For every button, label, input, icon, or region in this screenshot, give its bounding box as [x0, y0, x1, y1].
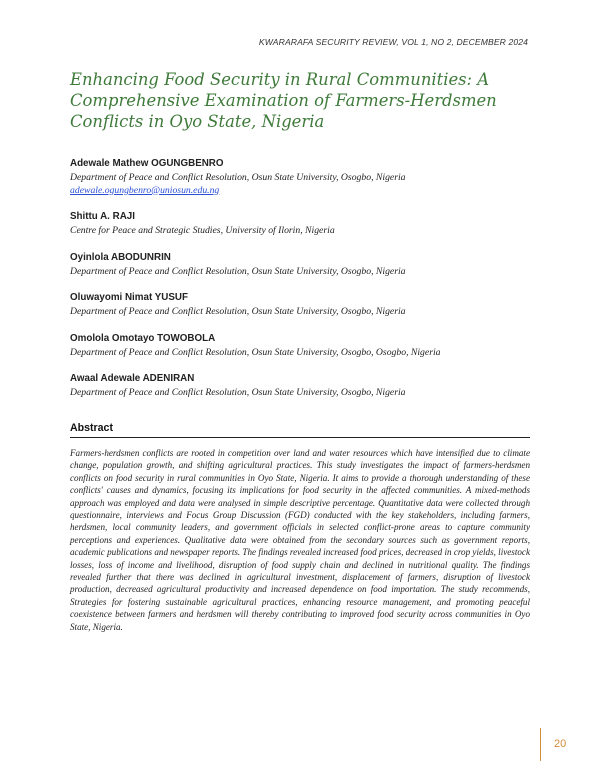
author-affiliation: Department of Peace and Conflict Resolution, Osun State University, Osogbo, Nigeria	[70, 172, 406, 183]
abstract-text: Farmers-herdsmen conflicts are rooted in competition over land and water resources which have intensified due to climate change, population growth, and shifting agricultural practices. This study investigates the impact of farmers-herdsmen conflicts on food security in rural communities in Oyo State, Nigeria. It aims to provide a thorough understanding of these conflicts' causes and dynamics, focusing its implications for food security in the affected communities. A mixed-methods approach was employed and data were analysed in simple descriptive percentage. Quantitative data were collected through questionnaire, interviews and Focus Group Discussion (FGD) conducted with the key stakeholders, including farmers, herdsmen, local community leaders, and government officials in selected conflict-prone areas to capture community perceptions and experiences. Qualitative data were obtained from the secondary sources such as government reports, academic publications and newspaper reports. The findings revealed increased food prices, decreased in crop yields, livestock losses, loss of income and livelihood, disruption of food supply chain and declined in nutritional quality. The findings revealed further that there was declined in agricultural investment, displacement of farmers, disruption of livestock production, decreased agricultural productivity and increased dependence on food importation. The study recommends, Strategies for fostering sustainable agricultural practices, enhancing resource management, and promoting peaceful coexistence between farmers and herdsmen will thereby contributing to improved food security across communities in Oyo State, Nigeria.	[70, 448, 530, 632]
author-name: Oyinlola ABODUNRIN	[70, 251, 171, 263]
author-block	[70, 251, 550, 279]
author-affiliation: Department of Peace and Conflict Resolution, Osun State University, Osogbo, Nigeria	[70, 306, 406, 317]
author-name: Omolola Omotayo TOWOBOLA	[70, 332, 216, 344]
author-affiliation: Department of Peace and Conflict Resolution, Osun State University, Osogbo, Nigeria	[70, 387, 406, 398]
author-name: Adewale Mathew OGUNGBENRO	[70, 158, 224, 169]
author-list	[70, 157, 550, 413]
author-block	[70, 332, 550, 360]
author-name: Awaal Adewale ADENIRAN	[70, 373, 195, 384]
abstract-divider	[70, 437, 530, 438]
author-affiliation: Centre for Peace and Strategic Studies, University of Ilorin, Nigeria	[70, 225, 335, 236]
author-block	[70, 210, 550, 238]
author-affiliation: Department of Peace and Conflict Resolution, Osun State University, Osogbo, Osogbo, Nigeria	[70, 346, 441, 358]
author-block	[70, 372, 550, 400]
footer-divider	[540, 728, 541, 761]
author-affiliation: Department of Peace and Conflict Resolution, Osun State University, Osogbo, Nigeria	[70, 265, 406, 277]
abstract-heading: Abstract	[70, 422, 113, 434]
author-block	[70, 157, 550, 197]
author-block	[70, 291, 550, 319]
page-number: 20	[554, 738, 567, 750]
author-name: Shittu A. RAJI	[70, 211, 135, 222]
article-title: Enhancing Food Security in Rural Communities: A Comprehensive Examination of Farmers-Herdsmen Conflicts in Oyo State, Nigeria	[70, 70, 497, 131]
author-name: Oluwayomi Nimat YUSUF	[70, 292, 188, 303]
journal-running-header: KWARARAFA SECURITY REVIEW, VOL 1, NO 2, DECEMBER 2024	[258, 37, 528, 47]
author-email-link[interactable]: adewale.ogungbenro@uniosun.edu.ng	[70, 184, 220, 196]
